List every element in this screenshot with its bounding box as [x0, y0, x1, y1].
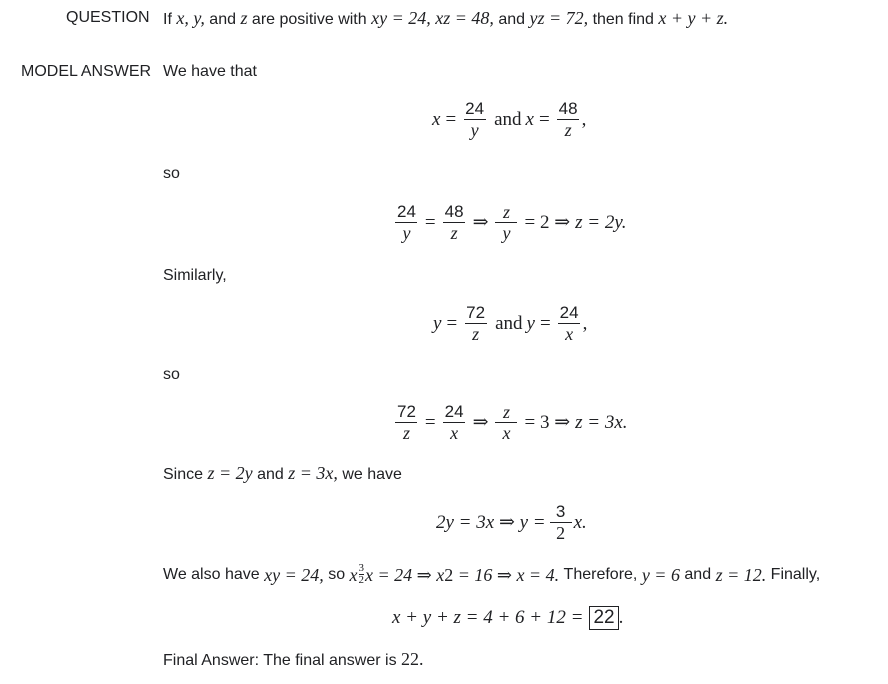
p4-small-frac	[359, 563, 365, 586]
p4-intro: We also have	[163, 565, 260, 583]
eq6-tail: .	[618, 607, 624, 628]
eq2-num3: z	[502, 202, 510, 222]
question-are: are positive with	[251, 11, 367, 28]
p4-so: so	[328, 565, 346, 583]
eq1-num1: 24	[465, 99, 485, 118]
answer-label: MODEL ANSWER	[21, 63, 152, 80]
p4-therefore: Therefore,	[563, 565, 638, 583]
eq1-frac1	[463, 99, 486, 140]
p4-math1: xy = 24,	[264, 564, 324, 585]
p4-small-den: 2	[358, 574, 365, 586]
question-vars: x, y,	[176, 8, 205, 28]
eq2-den2: z	[443, 222, 465, 243]
eq4-mid: = 3 ⇒	[524, 412, 571, 433]
question-intro: If	[163, 11, 172, 28]
equation-6	[392, 606, 623, 630]
eq6-expr: x + y + z = 4 + 6 + 12 =	[392, 607, 584, 628]
answer-so1: so	[163, 165, 180, 182]
eq2-frac2	[443, 202, 466, 243]
p4-math2c: = 16 ⇒ x = 4.	[457, 564, 560, 585]
answer-p2: Similarly,	[163, 267, 227, 284]
eq1-frac2	[557, 99, 580, 140]
p3-math1: z = 2y	[207, 463, 253, 483]
final-answer	[163, 649, 424, 671]
p4-math2a: x	[349, 564, 358, 585]
p4-and: and	[684, 565, 712, 583]
question-yz-expr: yz = 72,	[529, 8, 589, 28]
eq4-den1: z	[395, 422, 417, 443]
eq4-num1: 72	[397, 402, 416, 421]
eq3-den2: x	[558, 323, 580, 344]
p4-small-num: 3	[358, 562, 365, 574]
eq4-num3: z	[502, 402, 510, 422]
final-answer-value: 22.	[401, 649, 424, 669]
final-answer-text: Final Answer: The final answer is	[163, 652, 397, 669]
p3-we-have: we have	[342, 466, 402, 483]
question-and2: and	[498, 11, 526, 28]
p3-since: Since	[163, 466, 204, 483]
eq5-lhs: 2y = 3x ⇒ y =	[436, 512, 546, 533]
equation-5	[436, 502, 587, 543]
question-xy-expr: xy = 24, xz = 48,	[371, 8, 494, 28]
eq1-and: and	[494, 108, 522, 130]
p4-math2b: x = 24 ⇒ x	[365, 564, 445, 585]
eq2-den3: y	[495, 222, 517, 243]
eq4-den2: x	[443, 422, 465, 443]
eq5-den: 2	[550, 522, 572, 543]
eq5-frac	[550, 502, 572, 543]
eq2-frac3	[495, 202, 517, 243]
question-and1: and	[209, 11, 236, 28]
eq2-den1: y	[395, 222, 417, 243]
eq1-den2: z	[557, 119, 579, 140]
eq3-lhs: y	[433, 312, 442, 334]
eq1-num2: 48	[558, 99, 578, 118]
p4-sup: 2	[444, 564, 454, 585]
boxed-answer: 22	[589, 606, 618, 630]
equation-3: y = $\frac{72}{z}$ and y = $\frac{24}{x}$ ,	[433, 303, 588, 344]
answer-p1: We have that	[163, 63, 257, 80]
question-then: then find	[592, 11, 654, 28]
eq2-mid: = 2 ⇒	[524, 212, 571, 233]
eq4-frac1	[395, 402, 418, 443]
p4-finally: Finally,	[770, 565, 821, 583]
answer-so2: so	[163, 366, 180, 383]
eq2-result: z = 2y.	[575, 211, 627, 233]
eq1-lhs2: x	[525, 108, 534, 130]
question-text	[163, 8, 728, 30]
p3-math2: z = 3x,	[288, 463, 338, 483]
equation-1: x = $\frac{24}{y}$ and x = $\frac{48}{z}$ ,	[432, 99, 587, 140]
eq4-num2: 24	[444, 402, 464, 421]
eq4-frac2	[443, 402, 466, 443]
eq3-den1: z	[465, 323, 487, 344]
answer-p3	[163, 463, 402, 485]
question-z: z	[240, 8, 248, 28]
eq5-num: 3	[555, 502, 566, 521]
p4-math4: z = 12.	[715, 564, 767, 585]
eq3-and: and	[495, 312, 523, 334]
eq4-result: z = 3x.	[575, 411, 628, 433]
eq4-den3: x	[495, 422, 517, 443]
eq3-frac2	[558, 303, 581, 344]
p4-math3: y = 6	[641, 564, 680, 585]
eq3-lhs2: y	[526, 312, 535, 334]
eq2-num2: 48	[444, 202, 464, 221]
eq1-lhs: x	[432, 108, 441, 130]
eq3-num2: 24	[559, 303, 579, 322]
eq1-den1: y	[464, 119, 486, 140]
eq5-tail: x.	[573, 511, 587, 533]
answer-p4	[163, 563, 820, 586]
equation-4: $\frac{72}{z}$ = $\frac{24}{x}$ ⇒ $\frac{z}{x}$ = 3 ⇒ z = 3x.	[397, 402, 628, 443]
eq2-num1: 24	[397, 202, 416, 221]
question-target: x + y + z.	[658, 8, 729, 28]
eq2-frac1	[395, 202, 418, 243]
eq3-num1: 72	[466, 303, 486, 322]
question-label: QUESTION	[66, 9, 150, 26]
p3-and: and	[257, 466, 284, 483]
eq3-frac1	[464, 303, 487, 344]
eq4-frac3	[495, 402, 517, 443]
equation-2: $\frac{24}{y}$ = $\frac{48}{z}$ ⇒ $\frac{z}{y}$ = 2 ⇒ z = 2y.	[397, 202, 627, 243]
